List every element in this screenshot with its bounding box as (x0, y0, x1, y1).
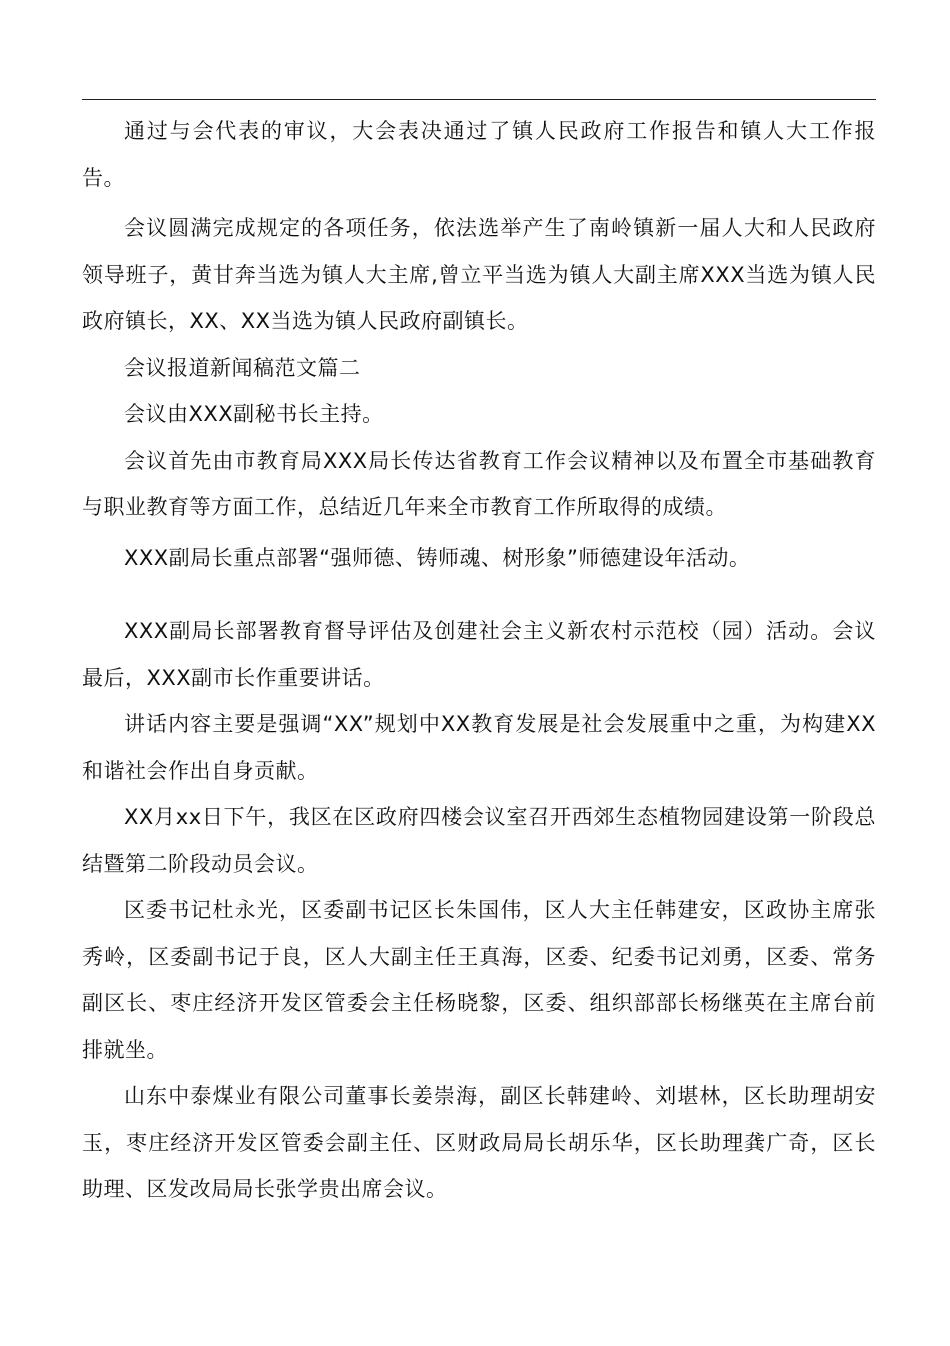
paragraph-speech-content: 讲话内容主要是强调“XX”规划中XX教育发展是社会发展重中之重，为构建XX和谐社会作出自身贡献。 (82, 712, 876, 783)
paragraph-teacher-ethics: XXX副局长重点部署“强师德、铸师魂、树形象”师德建设年活动。 (124, 545, 751, 570)
paragraph-attendees-front-row: 区委书记杜永光，区委副书记区长朱国伟，区人大主任韩建安，区政协主席张秀岭，区委副书记于良，区人大副主任王真海，区委、纪委书记刘勇，区委、常务副区长、枣庄经济开发区管委会主任杨晓黎，区委、组织部部长杨继英在主席台前排就坐。 (82, 898, 876, 1062)
paragraph-education-bureau: 会议首先由市教育局XXX局长传达省教育工作会议精神以及布置全市基础教育与职业教育等方面工作，总结近几年来全市教育工作所取得的成绩。 (82, 448, 876, 519)
paragraph-attendees-others: 山东中泰煤业有限公司董事长姜崇海，副区长韩建岭、刘堪林，区长助理胡安玉，枣庄经济开发区管委会副主任、区财政局局长胡乐华，区长助理龚广奇，区长助理、区发改局局长张学贵出席会议。 (82, 1084, 876, 1201)
body-text (82, 108, 876, 1213)
paragraph-district-meeting: XX月xx日下午，我区在区政府四楼会议室召开西郊生态植物园建设第一阶段总结暨第二阶段动员会议。 (82, 805, 876, 876)
section-heading: 会议报道新闻稿范文篇二 (124, 355, 361, 380)
paragraph-meeting-host: 会议由XXX副秘书长主持。 (124, 402, 384, 426)
paragraph-review-passed: 通过与会代表的审议，大会表决通过了镇人民政府工作报告和镇人大工作报告。 (82, 119, 876, 190)
paragraph-supervision: XXX副局长部署教育督导评估及创建社会主义新农村示范校（园）活动。会议最后，XXX副市长作重要讲话。 (82, 619, 876, 690)
header-rule (82, 99, 876, 100)
paragraph-election-results: 会议圆满完成规定的各项任务，依法选举产生了南岭镇新一届人大和人民政府领导班子，黄甘奔当选为镇人大主席,曾立平当选为镇人大副主席XXX当选为镇人民政府镇长，XX、XX当选为镇人民政府副镇长。 (82, 216, 876, 333)
